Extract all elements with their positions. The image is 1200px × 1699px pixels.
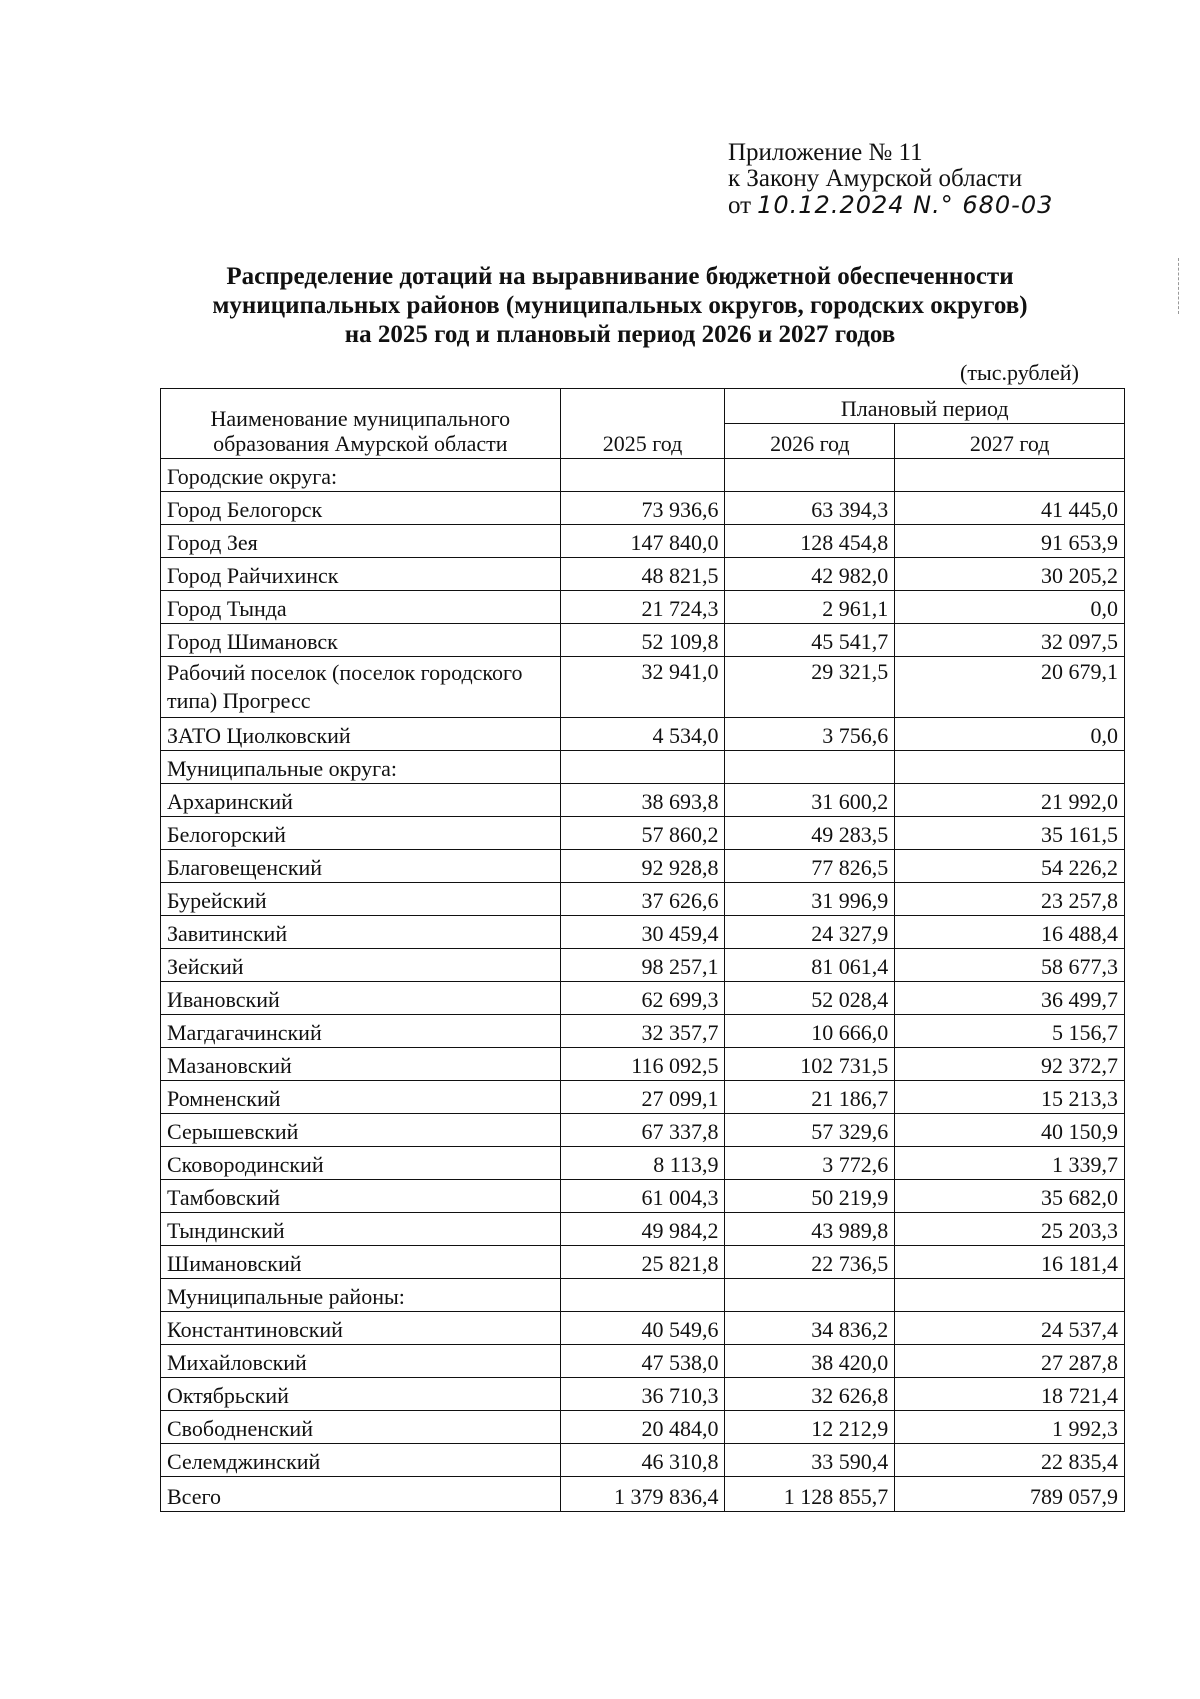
municipality-name: Константиновский (161, 1312, 561, 1345)
value-2025: 21 724,3 (560, 591, 725, 624)
value-2026: 42 982,0 (725, 558, 895, 591)
value-2025: 61 004,3 (560, 1180, 725, 1213)
value-2025: 8 113,9 (560, 1147, 725, 1180)
municipality-name: Благовещенский (161, 850, 561, 883)
empty-cell (560, 1279, 725, 1312)
value-2025: 98 257,1 (560, 949, 725, 982)
value-2026: 52 028,4 (725, 982, 895, 1015)
value-2026: 31 996,9 (725, 883, 895, 916)
header-2027: 2027 год (895, 424, 1125, 459)
table-row (161, 718, 1125, 751)
municipality-name: Белогорский (161, 817, 561, 850)
empty-cell (895, 1279, 1125, 1312)
municipality-name: Сковородинский (161, 1147, 561, 1180)
group-header-row (161, 459, 1125, 492)
table-row (161, 1180, 1125, 1213)
subsidy-table (160, 388, 1125, 1512)
empty-cell (560, 751, 725, 784)
municipality-name: Город Райчихинск (161, 558, 561, 591)
value-2027: 92 372,7 (895, 1048, 1125, 1081)
group-title: Муниципальные районы: (161, 1279, 561, 1312)
value-2026: 10 666,0 (725, 1015, 895, 1048)
value-2027: 58 677,3 (895, 949, 1125, 982)
value-2025: 37 626,6 (560, 883, 725, 916)
municipality-name: Тамбовский (161, 1180, 561, 1213)
value-2026: 77 826,5 (725, 850, 895, 883)
scan-margin-mark (1178, 258, 1180, 314)
value-2026: 2 961,1 (725, 591, 895, 624)
municipality-name: ЗАТО Циолковский (161, 718, 561, 751)
municipality-name: Тындинский (161, 1213, 561, 1246)
value-2025: 47 538,0 (560, 1345, 725, 1378)
appendix-date-line (728, 192, 1053, 219)
table-row (161, 591, 1125, 624)
group-title: Муниципальные округа: (161, 751, 561, 784)
group-title: Городские округа: (161, 459, 561, 492)
title-line-1: Распределение дотаций на выравнивание бюджетной обеспеченности (226, 263, 1014, 290)
table-row (161, 883, 1125, 916)
total-row (161, 1477, 1125, 1512)
appendix-header (728, 140, 1053, 219)
value-2025: 92 928,8 (560, 850, 725, 883)
municipality-name: Серышевский (161, 1114, 561, 1147)
value-2025: 67 337,8 (560, 1114, 725, 1147)
value-2025: 52 109,8 (560, 624, 725, 657)
municipality-name: Ивановский (161, 982, 561, 1015)
value-2027: 1 992,3 (895, 1411, 1125, 1444)
table-row (161, 1015, 1125, 1048)
value-2026: 128 454,8 (725, 525, 895, 558)
value-2025: 48 821,5 (560, 558, 725, 591)
value-2026: 49 283,5 (725, 817, 895, 850)
value-2027: 24 537,4 (895, 1312, 1125, 1345)
value-2027: 1 339,7 (895, 1147, 1125, 1180)
table-row (161, 525, 1125, 558)
municipality-name: Город Зея (161, 525, 561, 558)
header-planned-period: Плановый период (725, 389, 1125, 424)
value-2026: 57 329,6 (725, 1114, 895, 1147)
value-2025: 49 984,2 (560, 1213, 725, 1246)
value-2027: 0,0 (895, 591, 1125, 624)
value-2027: 35 161,5 (895, 817, 1125, 850)
value-2025: 32 357,7 (560, 1015, 725, 1048)
value-2026: 43 989,8 (725, 1213, 895, 1246)
municipality-name: Город Белогорск (161, 492, 561, 525)
value-2025: 36 710,3 (560, 1378, 725, 1411)
value-2027: 41 445,0 (895, 492, 1125, 525)
value-2026: 50 219,9 (725, 1180, 895, 1213)
municipality-name: Город Шимановск (161, 624, 561, 657)
value-2027: 27 287,8 (895, 1345, 1125, 1378)
group-header-row (161, 1279, 1125, 1312)
value-2027: 35 682,0 (895, 1180, 1125, 1213)
municipality-name: Октябрьский (161, 1378, 561, 1411)
table-row (161, 1147, 1125, 1180)
appendix-number: Приложение № 11 (728, 139, 923, 166)
total-value-2027: 789 057,9 (895, 1477, 1125, 1512)
value-2026: 45 541,7 (725, 624, 895, 657)
table-body (161, 459, 1125, 1512)
value-2025: 38 693,8 (560, 784, 725, 817)
table-row (161, 916, 1125, 949)
table-row (161, 624, 1125, 657)
empty-cell (560, 459, 725, 492)
value-2026: 22 736,5 (725, 1246, 895, 1279)
value-2026: 12 212,9 (725, 1411, 895, 1444)
table-row (161, 1345, 1125, 1378)
value-2027: 30 205,2 (895, 558, 1125, 591)
value-2027: 0,0 (895, 718, 1125, 751)
group-header-row (161, 751, 1125, 784)
value-2027: 32 097,5 (895, 624, 1125, 657)
value-2025: 40 549,6 (560, 1312, 725, 1345)
value-2025: 46 310,8 (560, 1444, 725, 1477)
value-2027: 18 721,4 (895, 1378, 1125, 1411)
value-2027: 25 203,3 (895, 1213, 1125, 1246)
empty-cell (895, 459, 1125, 492)
value-2025: 27 099,1 (560, 1081, 725, 1114)
value-2026: 38 420,0 (725, 1345, 895, 1378)
handwritten-date-number: 10.12.2024 N.° 680-03 (757, 191, 1054, 219)
value-2027: 21 992,0 (895, 784, 1125, 817)
table-row (161, 558, 1125, 591)
value-2025: 25 821,8 (560, 1246, 725, 1279)
empty-cell (725, 751, 895, 784)
unit-label: (тыс.рублей) (960, 360, 1079, 385)
value-2026: 31 600,2 (725, 784, 895, 817)
value-2027: 91 653,9 (895, 525, 1125, 558)
value-2026: 102 731,5 (725, 1048, 895, 1081)
total-value-2025: 1 379 836,4 (560, 1477, 725, 1512)
value-2027: 20 679,1 (895, 657, 1125, 718)
municipality-name: Ромненский (161, 1081, 561, 1114)
municipality-name: Михайловский (161, 1345, 561, 1378)
value-2025: 4 534,0 (560, 718, 725, 751)
value-2025: 20 484,0 (560, 1411, 725, 1444)
value-2025: 73 936,6 (560, 492, 725, 525)
appendix-law-reference: к Закону Амурской области (728, 165, 1023, 192)
value-2026: 29 321,5 (725, 657, 895, 718)
municipality-name: Рабочий поселок (поселок городского типа) Прогресс (161, 657, 561, 718)
value-2025: 147 840,0 (560, 525, 725, 558)
municipality-name: Мазановский (161, 1048, 561, 1081)
municipality-name: Архаринский (161, 784, 561, 817)
value-2027: 16 488,4 (895, 916, 1125, 949)
value-2026: 33 590,4 (725, 1444, 895, 1477)
title-line-3: на 2025 год и плановый период 2026 и 2027 годов (344, 321, 896, 348)
value-2025: 116 092,5 (560, 1048, 725, 1081)
value-2026: 24 327,9 (725, 916, 895, 949)
appendix-date-prefix: от (728, 192, 752, 219)
municipality-name: Свободненский (161, 1411, 561, 1444)
municipality-name: Магдагачинский (161, 1015, 561, 1048)
empty-cell (725, 1279, 895, 1312)
municipality-name: Город Тында (161, 591, 561, 624)
table-row (161, 1048, 1125, 1081)
table-row (161, 784, 1125, 817)
table-row (161, 850, 1125, 883)
empty-cell (725, 459, 895, 492)
total-label: Всего (161, 1477, 561, 1512)
table-row (161, 1411, 1125, 1444)
table-row (161, 817, 1125, 850)
table-row (161, 1312, 1125, 1345)
municipality-name: Селемджинский (161, 1444, 561, 1477)
table-row (161, 1444, 1125, 1477)
table-row (161, 982, 1125, 1015)
value-2026: 21 186,7 (725, 1081, 895, 1114)
table-row (161, 1213, 1125, 1246)
value-2026: 81 061,4 (725, 949, 895, 982)
table-row (161, 1246, 1125, 1279)
title-line-2: муниципальных районов (муниципальных округов, городских округов) (212, 292, 1028, 319)
empty-cell (895, 751, 1125, 784)
value-2026: 3 772,6 (725, 1147, 895, 1180)
total-value-2026: 1 128 855,7 (725, 1477, 895, 1512)
value-2027: 15 213,3 (895, 1081, 1125, 1114)
municipality-name: Шимановский (161, 1246, 561, 1279)
header-name: Наименование муниципального образования Амурской области (161, 389, 561, 459)
municipality-name: Зейский (161, 949, 561, 982)
header-2026: 2026 год (725, 424, 895, 459)
value-2027: 36 499,7 (895, 982, 1125, 1015)
table-row (161, 949, 1125, 982)
value-2027: 5 156,7 (895, 1015, 1125, 1048)
value-2027: 16 181,4 (895, 1246, 1125, 1279)
value-2025: 32 941,0 (560, 657, 725, 718)
value-2027: 22 835,4 (895, 1444, 1125, 1477)
value-2026: 32 626,8 (725, 1378, 895, 1411)
value-2027: 40 150,9 (895, 1114, 1125, 1147)
municipality-name: Завитинский (161, 916, 561, 949)
value-2025: 57 860,2 (560, 817, 725, 850)
document-title (120, 262, 1120, 349)
municipality-name: Бурейский (161, 883, 561, 916)
table-row (161, 1081, 1125, 1114)
value-2025: 30 459,4 (560, 916, 725, 949)
table-row (161, 657, 1125, 718)
table-row (161, 1378, 1125, 1411)
header-2025: 2025 год (560, 389, 725, 459)
value-2025: 62 699,3 (560, 982, 725, 1015)
table-row (161, 492, 1125, 525)
value-2027: 54 226,2 (895, 850, 1125, 883)
value-2026: 34 836,2 (725, 1312, 895, 1345)
value-2027: 23 257,8 (895, 883, 1125, 916)
value-2026: 63 394,3 (725, 492, 895, 525)
table-row (161, 1114, 1125, 1147)
value-2026: 3 756,6 (725, 718, 895, 751)
